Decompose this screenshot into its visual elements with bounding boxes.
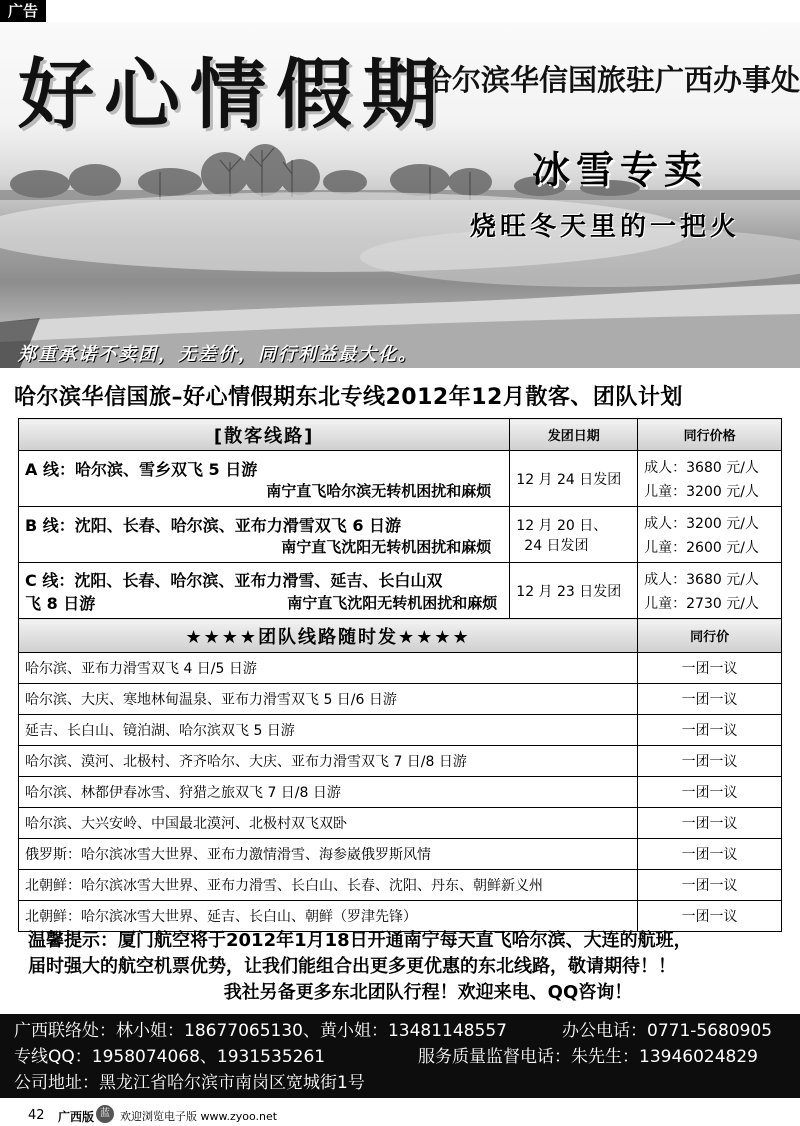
table-row [19, 563, 782, 619]
group-route: 北朝鲜：哈尔滨冰雪大世界、延吉、长白山、朝鲜（罗津先锋） [19, 901, 638, 932]
group-route: 北朝鲜：哈尔滨冰雪大世界、亚布力滑雪、长白山、长春、沈阳、丹东、朝鲜新义州 [19, 870, 638, 901]
contact-bar [0, 1014, 800, 1098]
group-route: 延吉、长白山、镜泊湖、哈尔滨双飞 5 日游 [19, 715, 638, 746]
departure-date: 12 月 24 日发团 [516, 471, 622, 488]
group-price: 一团一议 [638, 808, 782, 839]
hero-banner [0, 22, 800, 368]
tour-plan-table [18, 418, 782, 932]
departure-date-cont: 24 日发团 [524, 537, 589, 554]
child-price: 儿童：2600 元/人 [644, 539, 759, 556]
group-price: 一团一议 [638, 839, 782, 870]
notice-line: 温馨提示：厦门航空将于2012年1月18日开通南宁每天直飞哈尔滨、大连的航班， [28, 930, 692, 951]
date-cell [510, 507, 638, 563]
group-route: 哈尔滨、漠河、北极村、齐齐哈尔、大庆、亚布力滑雪双飞 7 日/8 日游 [19, 746, 638, 777]
route-line-b: B 线：沈阳、长春、哈尔滨、亚布力滑雪双飞 6 日游 [25, 515, 402, 535]
group-price: 一团一议 [638, 715, 782, 746]
contact-row [14, 1070, 800, 1096]
route-cell [19, 451, 510, 507]
plan-title: 哈尔滨华信国旅–好心情假期东北专线2012年12月散客、团队计划 [14, 385, 683, 410]
group-price-header: 同行价 [638, 619, 782, 653]
notice-line: 届时强大的航空机票优势，让我们能组合出更多更优惠的东北线路，敬请期待！！ [28, 956, 676, 977]
route-line-c-cont [25, 591, 503, 613]
route-cell [19, 507, 510, 563]
price-cell [638, 507, 782, 563]
publisher-logo-icon: 蓝 [96, 1105, 114, 1123]
group-route: 哈尔滨、林都伊春冰雪、狩猎之旅双飞 7 日/8 日游 [19, 777, 638, 808]
price-cell [638, 563, 782, 619]
group-route: 哈尔滨、亚布力滑雪双飞 4 日/5 日游 [19, 653, 638, 684]
table-row [19, 684, 782, 715]
header-routes: [散客线路] [19, 419, 510, 451]
header-price: 同行价格 [638, 419, 782, 451]
page-footer [0, 1098, 800, 1126]
adult-price: 成人：3680 元/人 [644, 571, 759, 588]
table-row [19, 451, 782, 507]
route-line-c: C 线：沈阳、长春、哈尔滨、亚布力滑雪、延吉、长白山双 [25, 571, 443, 590]
company-address: 公司地址：黑龙江省哈尔滨市南岗区宽城街1号 [14, 1073, 365, 1093]
route-line-c-tail: 飞 8 日游 [25, 594, 96, 613]
table-row [19, 808, 782, 839]
group-header-row [19, 619, 782, 653]
child-price: 儿童：2730 元/人 [644, 595, 759, 612]
supervision-phone: 服务质量监督电话：朱先生：13946024829 [418, 1047, 758, 1067]
group-route: 俄罗斯：哈尔滨冰雪大世界、亚布力激情滑雪、海参崴俄罗斯风情 [19, 839, 638, 870]
website-link[interactable]: 欢迎浏览电子版 www.zyoo.net [120, 1110, 278, 1123]
header-date: 发团日期 [510, 419, 638, 451]
page-number: 42 [28, 1108, 45, 1123]
route-line-a: A 线：哈尔滨、雪乡双飞 5 日游 [25, 459, 258, 479]
table-row [19, 746, 782, 777]
date-cell [510, 451, 638, 507]
promise-text: 郑重承诺不卖团，无差价，同行利益最大化。 [18, 344, 418, 365]
price-cell [638, 451, 782, 507]
liaison-contacts: 广西联络处：林小姐：18677065130、黄小姐：13481148557 [14, 1021, 507, 1041]
group-price: 一团一议 [638, 746, 782, 777]
table-row [19, 715, 782, 746]
edition-label: 广西版 [58, 1110, 95, 1124]
departure-date: 12 月 23 日发团 [516, 583, 622, 600]
adult-price: 成人：3680 元/人 [644, 459, 759, 476]
group-price: 一团一议 [638, 901, 782, 932]
route-sub-a: 南宁直飞哈尔滨无转机困扰和麻烦 [266, 481, 492, 500]
notice-block [28, 928, 788, 1006]
route-cell [19, 563, 510, 619]
qq-numbers: 专线QQ：1958074068、1931535261 [14, 1047, 326, 1067]
notice-line: 我社另备更多东北团队行程！欢迎来电、QQ咨询！ [223, 982, 633, 1003]
table-row [19, 870, 782, 901]
group-header: ★★★★团队线路随时发★★★★ [19, 619, 638, 653]
slogan-ice-snow: 冰雪专卖 [532, 147, 709, 192]
ad-label: 广告 [0, 0, 46, 22]
adult-price: 成人：3200 元/人 [644, 515, 759, 532]
office-phone: 办公电话：0771-5680905 [562, 1021, 773, 1041]
slogan-fire: 烧旺冬天里的一把火 [470, 212, 741, 242]
contact-row [14, 1044, 800, 1070]
child-price: 儿童：3200 元/人 [644, 483, 759, 500]
table-row [19, 507, 782, 563]
group-price: 一团一议 [638, 653, 782, 684]
table-row [19, 839, 782, 870]
table-row [19, 901, 782, 932]
group-route: 哈尔滨、大兴安岭、中国最北漠河、北极村双飞双卧 [19, 808, 638, 839]
departure-date: 12 月 20 日、 [516, 517, 608, 534]
date-cell [510, 563, 638, 619]
route-sub-b: 南宁直飞沈阳无转机困扰和麻烦 [281, 537, 492, 556]
agency-name: 哈尔滨华信国旅驻广西办事处 [423, 63, 800, 97]
group-price: 一团一议 [638, 870, 782, 901]
group-route: 哈尔滨、大庆、寒地林甸温泉、亚布力滑雪双飞 5 日/6 日游 [19, 684, 638, 715]
table-header-row [19, 419, 782, 451]
table-row [19, 653, 782, 684]
route-sub-c: 南宁直飞沈阳无转机困扰和麻烦 [287, 594, 498, 612]
table-row [19, 777, 782, 808]
contact-row [14, 1018, 800, 1044]
group-price: 一团一议 [638, 777, 782, 808]
group-price: 一团一议 [638, 684, 782, 715]
brand-title: 好心情假期 [18, 50, 448, 139]
